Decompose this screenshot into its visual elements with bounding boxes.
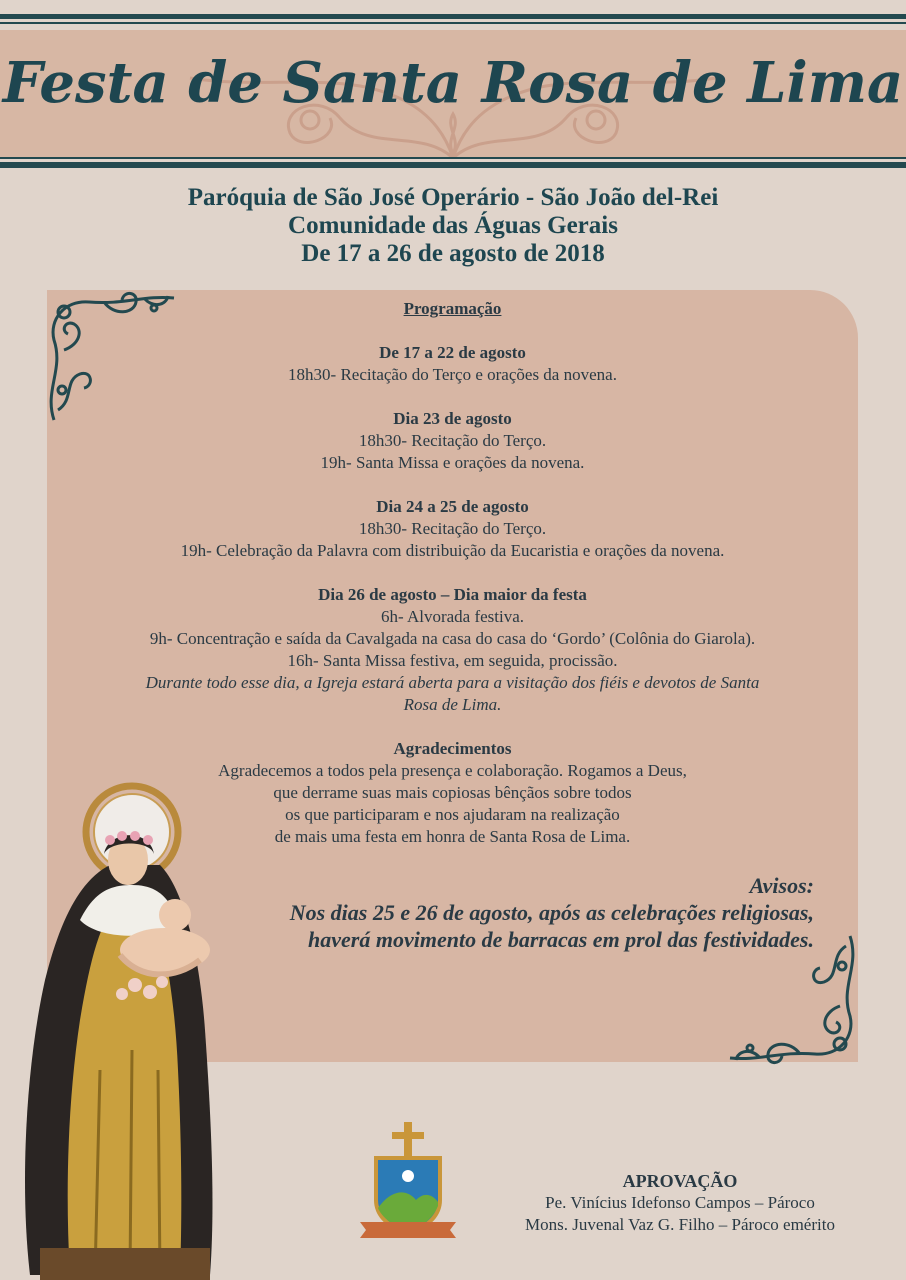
- section-line: 18h30- Recitação do Terço e orações da novena.: [288, 365, 617, 384]
- section-note: Durante todo esse dia, a Igreja estará aberta para a visitação dos fiéis e devotos de Santa: [145, 673, 760, 692]
- banner-rule-bottom: [0, 162, 906, 168]
- section-line: 16h- Santa Missa festiva, em seguida, procissão.: [287, 651, 618, 670]
- notice: [290, 872, 814, 953]
- banner-rule-top-thin: [0, 22, 906, 24]
- subheader: [0, 184, 906, 268]
- date-line: De 17 a 26 de agosto de 2018: [301, 240, 605, 267]
- page-title: Festa de Santa Rosa de Lima: [2, 50, 904, 116]
- thanks-title: Agradecimentos: [393, 739, 512, 758]
- program: [47, 298, 858, 848]
- saint-statue-icon: [0, 770, 236, 1280]
- parish-line: Paróquia de São José Operário - São João del-Rei: [187, 184, 719, 211]
- approval-line: Mons. Juvenal Vaz G. Filho – Pároco emérito: [525, 1215, 835, 1234]
- section-note: Rosa de Lima.: [403, 695, 502, 714]
- notice-line: haverá movimento de barracas em prol das festividades.: [308, 927, 814, 952]
- parish-crest-icon: [356, 1120, 460, 1240]
- community-line: Comunidade das Águas Gerais: [288, 212, 618, 239]
- notice-title: Avisos:: [749, 873, 814, 898]
- thanks-line: de mais uma festa em honra de Santa Rosa de Lima.: [274, 827, 631, 846]
- section-title: De 17 a 22 de agosto: [379, 343, 526, 362]
- thanks-line: os que participaram e nos ajudaram na realização: [285, 805, 620, 824]
- approval: [480, 1170, 880, 1236]
- section-title: Dia 24 a 25 de agosto: [376, 497, 529, 516]
- program-heading: Programação: [403, 299, 502, 318]
- approval-title: APROVAÇÃO: [622, 1171, 738, 1191]
- section-line: 18h30- Recitação do Terço.: [358, 519, 547, 538]
- thanks-line: que derrame suas mais copiosas bênçãos sobre todos: [273, 783, 632, 802]
- approval-line: Pe. Vinícius Idefonso Campos – Pároco: [545, 1193, 815, 1212]
- section-line: 18h30- Recitação do Terço.: [358, 431, 547, 450]
- section-line: 9h- Concentração e saída da Cavalgada na casa do casa do ‘Gordo’ (Colônia do Giarola).: [149, 629, 756, 648]
- thanks-line: Agradecemos a todos pela presença e colaboração. Rogamos a Deus,: [218, 761, 687, 780]
- section-title: Dia 23 de agosto: [393, 409, 512, 428]
- section-line: 19h- Santa Missa e orações da novena.: [320, 453, 585, 472]
- section-line: 19h- Celebração da Palavra com distribuição da Eucaristia e orações da novena.: [180, 541, 725, 560]
- banner-rule-bottom-thin: [0, 157, 906, 159]
- notice-line: Nos dias 25 e 26 de agosto, após as celebrações religiosas,: [289, 900, 814, 925]
- banner-rule-top: [0, 14, 906, 19]
- section-title: Dia 26 de agosto – Dia maior da festa: [318, 585, 587, 604]
- section-line: 6h- Alvorada festiva.: [380, 607, 525, 626]
